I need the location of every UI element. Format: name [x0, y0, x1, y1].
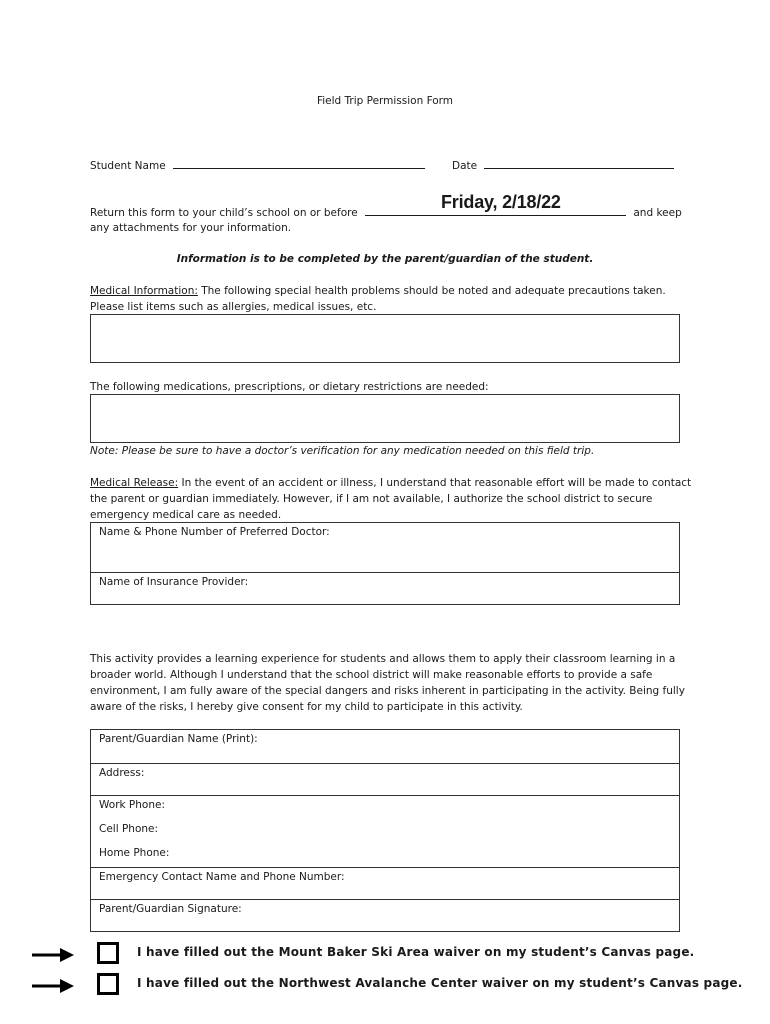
medical-info-heading: Medical Information: [90, 285, 198, 297]
student-name-field[interactable] [173, 157, 425, 169]
work-phone-label: Work Phone: [99, 799, 165, 811]
insurance-label: Name of Insurance Provider: [99, 576, 249, 588]
emergency-contact-field[interactable] [91, 867, 679, 899]
medical-release-paragraph [90, 475, 691, 491]
medical-info-paragraph [90, 283, 666, 299]
date-field[interactable] [484, 157, 674, 169]
return-text-continued: any attachments for your information. [90, 222, 292, 234]
medications-label: The following medications, prescriptions, or dietary restrictions are needed: [90, 381, 489, 393]
return-date-value: Friday, 2/18/22 [441, 192, 561, 212]
student-name-row [90, 157, 425, 174]
doctor-label: Name & Phone Number of Preferred Doctor: [99, 526, 330, 538]
right-arrow-icon [30, 942, 76, 968]
medical-release-heading: Medical Release: [90, 477, 179, 489]
insurance-field[interactable] [91, 572, 679, 604]
medications-textbox[interactable] [90, 394, 680, 443]
emergency-contact-label: Emergency Contact Name and Phone Number: [99, 871, 345, 883]
checklist-label: I have filled out the Mount Baker Ski Area waiver on my student’s Canvas page. [137, 945, 695, 959]
medical-info-text-2: Please list items such as allergies, medical issues, etc. [90, 301, 377, 313]
medical-info-text: The following special health problems should be noted and adequate precautions taken. [197, 285, 666, 297]
checklist-item [30, 973, 750, 999]
info-note: Information is to be completed by the parent/guardian of the student. [176, 253, 594, 265]
avalanche-center-waiver-checkbox[interactable] [97, 973, 119, 995]
address-label: Address: [99, 767, 145, 779]
doctor-verification-note: Note: Please be sure to have a doctor’s verification for any medication needed on this field trip. [90, 445, 595, 457]
return-text-start: Return this form to your child’s school on or before [90, 207, 358, 219]
consent-line-2: broader world. Although I understand that the school district will make reasonable efforts to provide a safe [90, 669, 653, 681]
right-arrow-icon [30, 973, 76, 999]
guardian-name-label: Parent/Guardian Name (Print): [99, 733, 258, 745]
medical-release-text-3: emergency medical care as needed. [90, 509, 282, 521]
doctor-field[interactable] [91, 523, 679, 572]
checklist-label: I have filled out the Northwest Avalanche Center waiver on my student’s Canvas page. [137, 976, 743, 990]
phone-fields[interactable] [91, 795, 679, 867]
signature-field[interactable] [91, 899, 679, 931]
guardian-name-field[interactable] [91, 730, 679, 763]
mount-baker-waiver-checkbox[interactable] [97, 942, 119, 964]
return-text-end: and keep [633, 207, 682, 219]
medical-info-textbox[interactable] [90, 314, 680, 363]
medical-release-text: In the event of an accident or illness, I understand that reasonable effort will be made to contact [178, 477, 692, 489]
return-instruction [90, 204, 682, 221]
checklist-item [30, 942, 750, 968]
home-phone-label: Home Phone: [99, 847, 170, 859]
form-title: Field Trip Permission Form [316, 95, 454, 107]
address-field[interactable] [91, 763, 679, 795]
date-label: Date [452, 160, 478, 172]
consent-line-3: environment, I am fully aware of the special dangers and risks inherent in participating in the activity. Being fully [90, 685, 685, 697]
medical-release-text-2: the parent or guardian immediately. However, if I am not available, I authorize the school district to secure [90, 493, 653, 505]
date-row [452, 157, 674, 174]
cell-phone-label: Cell Phone: [99, 823, 159, 835]
guardian-info-table [90, 729, 680, 932]
student-name-label: Student Name [90, 160, 166, 172]
consent-line-4: aware of the risks, I hereby give consent for my child to participate in this activity. [90, 701, 523, 713]
signature-label: Parent/Guardian Signature: [99, 903, 242, 915]
medical-release-table [90, 522, 680, 605]
consent-line-1: This activity provides a learning experience for students and allows them to apply their classroom learning in a [90, 653, 676, 665]
